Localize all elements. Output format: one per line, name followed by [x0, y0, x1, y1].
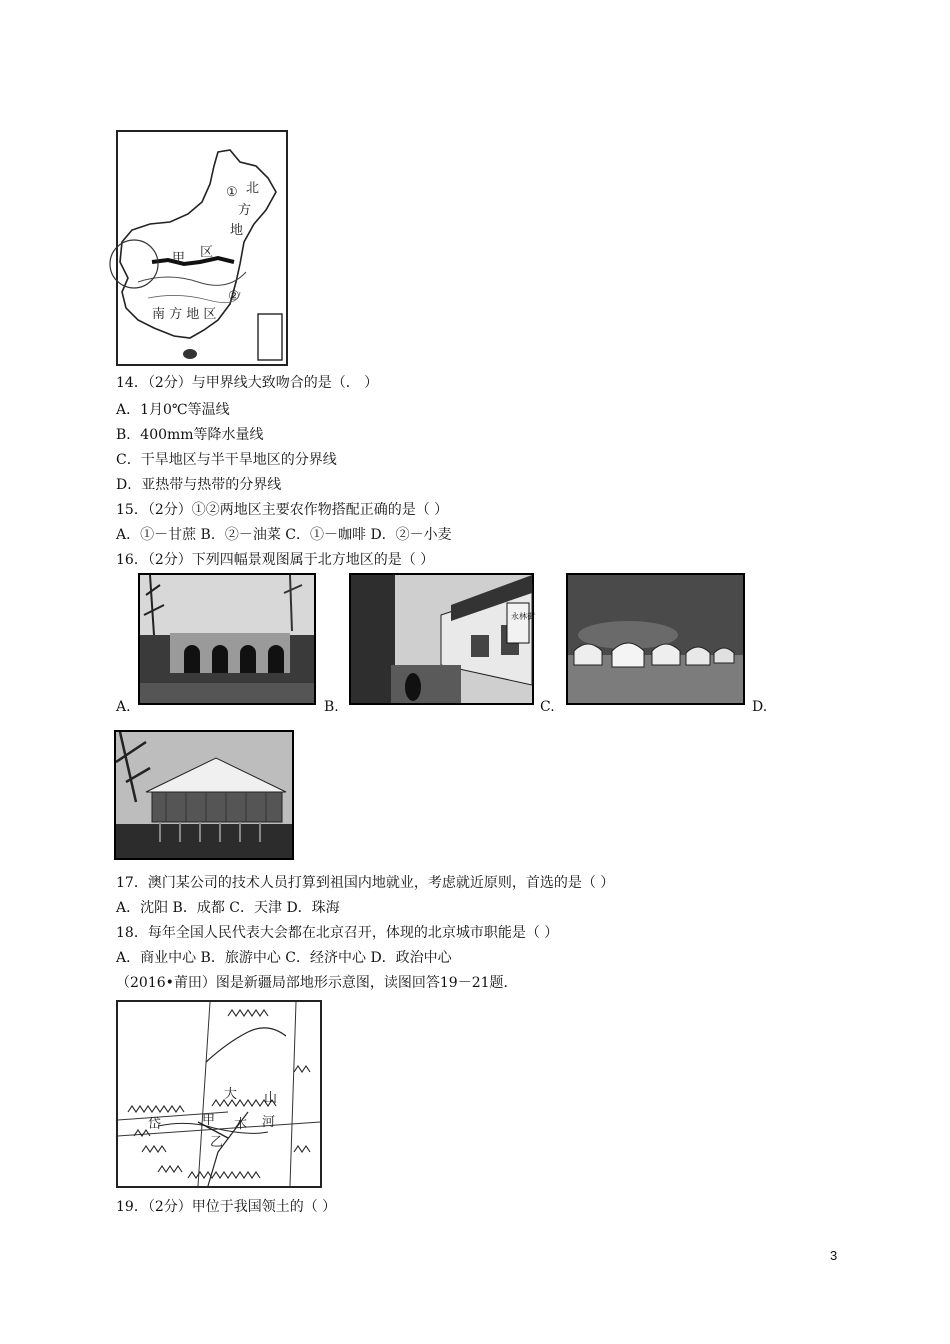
map2-label-mu: 木	[234, 1117, 248, 1132]
photo-d-stilt-house	[114, 730, 294, 860]
q14-option-c: C．干旱地区与半干旱地区的分界线	[116, 452, 337, 468]
map1-label-qu: 区	[200, 245, 214, 260]
q16-stem: 16．（2分）下列四幅景观图属于北方地区的是（ ）	[116, 552, 435, 568]
photo-a-cave-dwellings	[138, 573, 316, 705]
q18-options: A．商业中心 B．旅游中心 C．经济中心 D．政治中心	[116, 950, 452, 966]
q14-option-b: B．400mm等降水量线	[116, 427, 264, 443]
xinjiang-terrain-map	[116, 1000, 322, 1188]
q16-label-d: D.	[752, 699, 768, 715]
map1-label-south: 南 方 地 区	[152, 307, 217, 322]
q18-stem: 18．每年全国人民代表大会都在北京召开，体现的北京城市职能是（ ）	[116, 925, 559, 941]
q17-options: A．沈阳 B．成都 C．天津 D．珠海	[116, 900, 340, 916]
photo-b-sign: 永林街	[511, 612, 535, 621]
q19-stem: 19．（2分）甲位于我国领土的（ ）	[116, 1199, 337, 1215]
q17-stem: 17．澳门某公司的技术人员打算到祖国内地就业，考虑就近原则，首选的是（ ）	[116, 875, 615, 891]
map1-label-fang: 方	[238, 203, 252, 218]
map1-label-di: 地	[230, 223, 244, 238]
q16-label-a: A.	[116, 699, 131, 715]
page-number: 3	[830, 1248, 838, 1263]
china-regions-map	[116, 130, 288, 366]
q15-stem: 15．（2分）①②两地区主要农作物搭配正确的是（ ）	[116, 502, 449, 518]
map2-label-jia: 甲	[202, 1113, 216, 1128]
q14-stem: 14．（2分）与甲界线大致吻合的是（． ）	[116, 375, 379, 391]
map2-label-he: 河	[262, 1115, 276, 1130]
photo-b-water-town	[349, 573, 534, 705]
map1-label-bei: 北	[246, 181, 260, 196]
map2-label-ka: 岱	[148, 1117, 162, 1132]
q14-option-d: D．亚热带与热带的分界线	[116, 477, 282, 493]
photo-c-yurts	[566, 573, 745, 705]
map2-label-da: 大	[224, 1087, 238, 1102]
map1-label-circle2: ②	[228, 289, 240, 304]
map2-label-shan: 山	[264, 1091, 278, 1106]
map2-label-yi: 乙	[210, 1135, 224, 1150]
intro-19-21: （2016•莆田）图是新疆局部地形示意图，读图回答19－21题．	[116, 975, 518, 991]
q16-label-b: B.	[324, 699, 339, 715]
q14-option-a: A．1月0℃等温线	[116, 402, 230, 418]
map1-label-jia: 甲	[172, 251, 186, 266]
china-map-drawing	[118, 132, 286, 364]
q16-label-c: C.	[540, 699, 555, 715]
map1-label-circle1: ①	[226, 185, 238, 200]
xinjiang-map-drawing	[118, 1002, 320, 1186]
q15-options: A．①－甘蔗 B．②－油菜 C．①－咖啡 D．②－小麦	[116, 527, 452, 543]
